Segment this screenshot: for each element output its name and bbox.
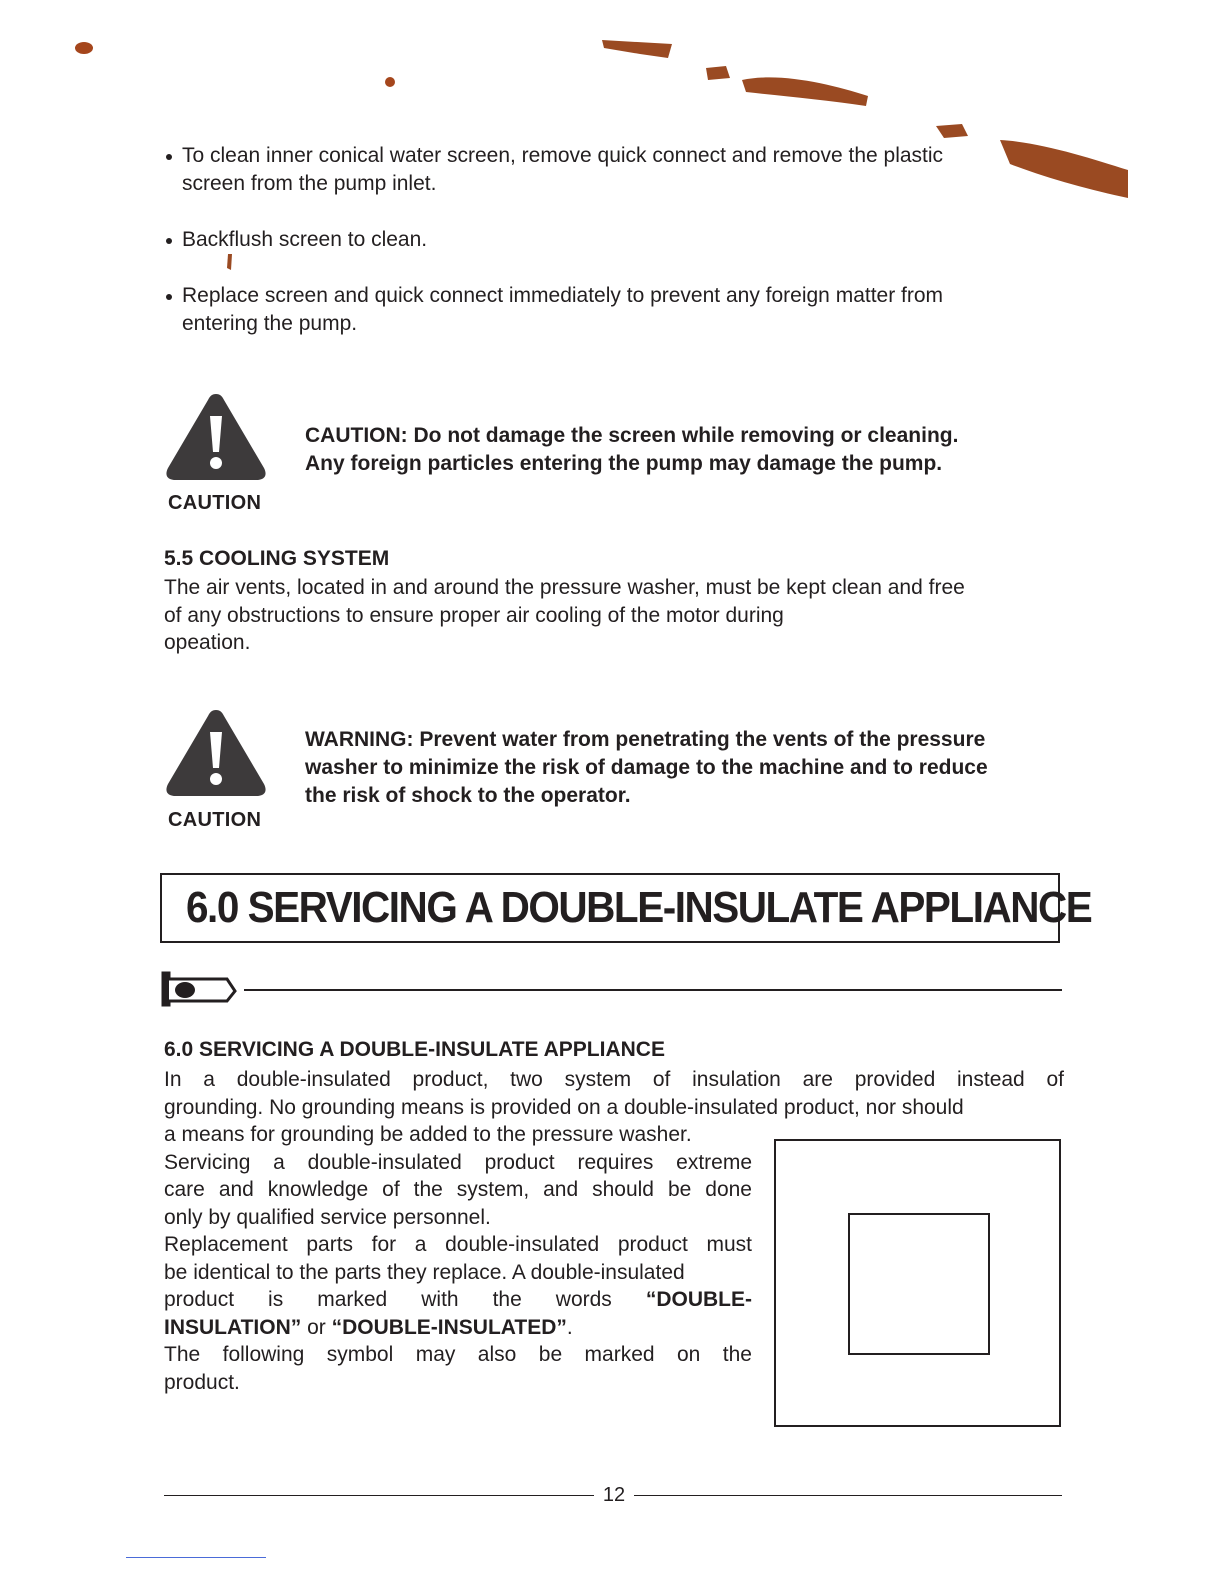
bullet-icon: [166, 154, 172, 160]
scan-edge-mark: [126, 1557, 266, 1558]
warning-triangle-icon: [164, 708, 268, 800]
warning-notice: [164, 708, 1064, 838]
bullet-line: screen from the pump inlet.: [182, 172, 437, 195]
text-line: grounding. No grounding means is provided on a double-insulated product, nor should: [164, 1095, 964, 1119]
warning-triangle-icon: [164, 392, 268, 484]
maintenance-bullet-list: [162, 142, 1062, 366]
bullet-line: Backflush screen to clean.: [182, 228, 428, 251]
section-divider: [244, 989, 1062, 991]
marking-double-insulated: “DOUBLE-INSULATED”: [331, 1315, 567, 1339]
text-line: The following symbol may also be marked on the: [164, 1343, 752, 1366]
text-line: only by qualified service personnel.: [164, 1205, 491, 1229]
list-item: [162, 142, 1062, 198]
bullet-line: entering the pump.: [182, 312, 358, 335]
text-segment: .: [566, 1315, 573, 1339]
text-line: care and knowledge of the system, and should be done: [164, 1178, 752, 1201]
warning-line: WARNING: Prevent water from penetrating the vents of the pressure: [305, 728, 986, 751]
footer-rule-right: [634, 1495, 1062, 1496]
caution-label: CAUTION: [168, 809, 262, 831]
list-item: [162, 282, 1062, 338]
double-square-symbol-icon: [774, 1139, 1061, 1427]
cooling-system-text: [164, 574, 1064, 657]
text-segment: or: [301, 1315, 332, 1339]
text-line: product.: [164, 1370, 240, 1394]
marking-double: “DOUBLE-: [645, 1288, 752, 1311]
text-line: In a double-insulated product, two system of insulation are provided instead of: [164, 1068, 1064, 1091]
footer-rule-left: [164, 1495, 594, 1496]
warning-line: washer to minimize the risk of damage to the machine and to reduce: [305, 756, 988, 779]
pointer-tool-icon: [161, 969, 237, 1009]
section-title: 6.0 SERVICING A DOUBLE-INSULATE APPLIANCE: [186, 883, 1092, 932]
text-line: Servicing a double-insulated product requires extreme: [164, 1150, 752, 1174]
section-title-box: [160, 873, 1092, 943]
warning-line: the risk of shock to the operator.: [305, 784, 631, 807]
text-line: opeation.: [164, 631, 251, 654]
text-segment: product is marked with the words: [164, 1288, 612, 1311]
marking-insulation: INSULATION”: [164, 1315, 302, 1339]
bullet-icon: [166, 294, 172, 300]
warning-message: [305, 726, 1065, 810]
caution-notice: [164, 392, 1064, 522]
caution-message: [305, 422, 1065, 478]
bullet-icon: [166, 238, 172, 244]
bullet-line: Replace screen and quick connect immediately to prevent any foreign matter from: [182, 284, 944, 307]
caution-label: CAUTION: [168, 492, 262, 514]
text-line: of any obstructions to ensure proper air cooling of the motor during: [164, 603, 784, 627]
caution-line: Any foreign particles entering the pump may damage the pump.: [305, 452, 943, 475]
text-line: [164, 1314, 752, 1342]
servicing-body-text: [164, 1121, 752, 1396]
page-number: 12: [602, 1484, 626, 1506]
cooling-system-heading: 5.5 COOLING SYSTEM: [164, 547, 390, 570]
caution-line: CAUTION: Do not damage the screen while removing or cleaning.: [305, 424, 959, 447]
text-line: The air vents, located in and around the pressure washer, must be kept clean and free: [164, 576, 965, 599]
servicing-heading: 6.0 SERVICING A DOUBLE-INSULATE APPLIANCE: [164, 1038, 665, 1061]
text-line: Replacement parts for a double-insulated product must: [164, 1233, 752, 1256]
symbol-inner-square: [848, 1213, 990, 1355]
text-line: [164, 1286, 752, 1314]
text-line: a means for grounding be added to the pressure washer.: [164, 1123, 692, 1146]
servicing-intro-text: [164, 1066, 1064, 1121]
list-item: [162, 226, 1062, 254]
bullet-line: To clean inner conical water screen, remove quick connect and remove the plastic: [182, 144, 944, 167]
text-line: be identical to the parts they replace. A double-insulated: [164, 1260, 685, 1284]
